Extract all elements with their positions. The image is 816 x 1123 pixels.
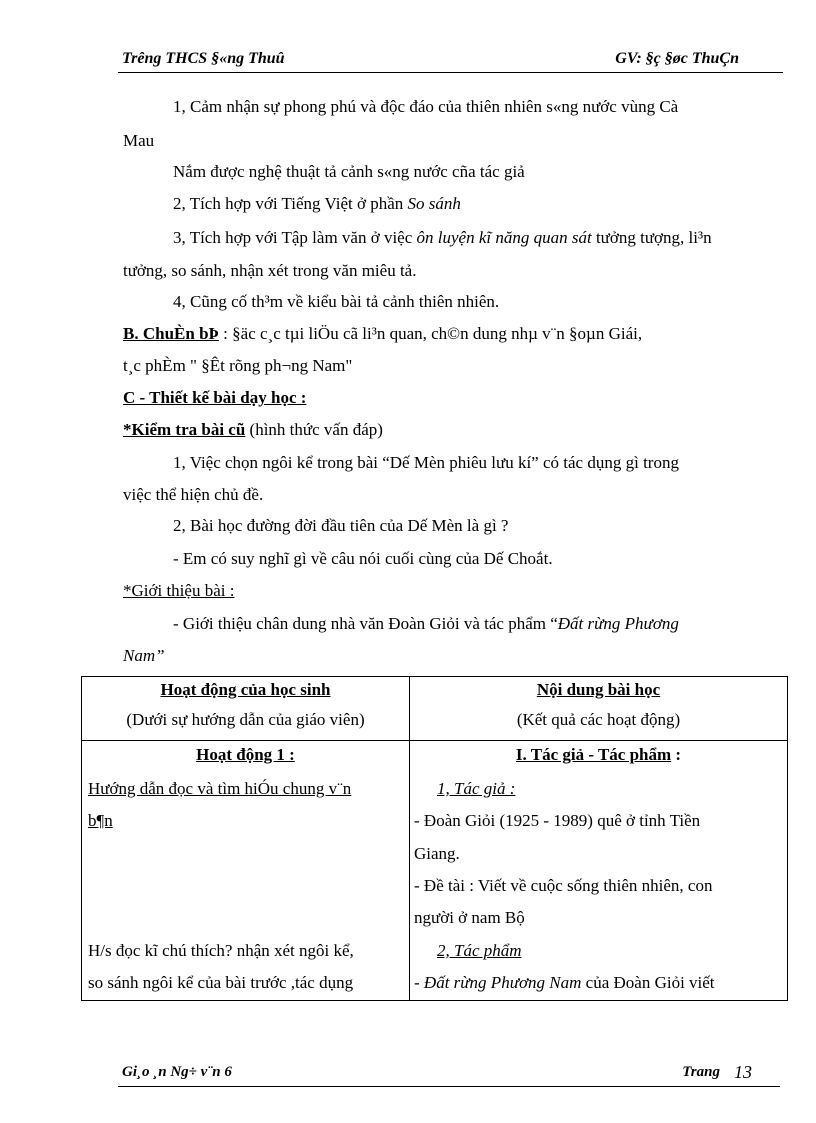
objective-3-italic: ôn luyện kĩ năng quan sát [416, 228, 592, 247]
objective-1-cont: Mau [123, 131, 155, 150]
table-content-row [82, 741, 788, 1001]
section-heading: I. Tác giả - Tác phẩm : [515, 745, 682, 764]
preparation-label: B. ChuÈn bÞ [123, 324, 219, 343]
footer-page-label: Trang [682, 1064, 720, 1080]
right-header-cell [410, 677, 788, 741]
theme-info: - Đề tài : Viết về cuộc sống thiên nhiên, con [414, 876, 713, 895]
check-question-1: 1, Việc chọn ngôi kể trong bài “Dế Mèn phiêu lưu kí” có tác dụng gì trong [173, 453, 679, 472]
table-header-row [82, 677, 788, 741]
teacher-name: GV: §ç §øc ThuÇn [615, 50, 739, 67]
objective-1: 1, Cảm nhận sự phong phú và độc đáo của thiên nhiên s«ng nước vùng Cà [173, 97, 679, 116]
footer-title: Gi¸o ¸n Ng÷ v¨n 6 [122, 1064, 232, 1080]
activity-task: H/s đọc kĩ chú thích? nhận xét ngôi kể, [88, 941, 354, 960]
left-subheader: (Dưới sự hướng dẫn của giáo viên) [126, 710, 365, 729]
check-question-2: 2, Bài học đường đời đầu tiên của Dế Mèn là gì ? [173, 516, 509, 535]
author-info: - Đoàn Giỏi (1925 - 1989) quê ở tỉnh Tiền [414, 811, 701, 830]
intro-work-title: Đất rừng Phương [557, 614, 679, 633]
author-heading: 1, Tác giả : [437, 779, 516, 798]
activity-task-cont: so sánh ngôi kể của bài trước ,tác dụng [88, 973, 354, 992]
check-heading: *Kiểm tra bài cũ (hình thức vấn đáp) [123, 420, 383, 439]
activity-heading: Hoạt động 1 : [196, 745, 295, 764]
objective-4: 4, Cũng cố th³m về kiểu bài tả cảnh thiên nhiên. [173, 292, 500, 311]
work-info: - Đất rừng Phương Nam của Đoàn Giỏi viết [414, 973, 715, 992]
author-info-cont: Giang. [414, 844, 460, 863]
theme-info-cont: người ở nam Bộ [414, 908, 525, 927]
intro-text-cont: Nam” [123, 646, 165, 665]
page-number: 13 [734, 1062, 752, 1082]
left-content-cell [82, 741, 410, 1001]
preparation-cont: t¸c phÈm " §Êt rõng ph¬ng Nam" [123, 356, 353, 375]
objective-3-cont: tưởng, so sánh, nhận xét trong văn miêu tả. [123, 261, 417, 280]
objective-1-note: Nắm được nghệ thuật tả cảnh s«ng nước cña tác giả [173, 162, 525, 181]
lesson-table [81, 676, 788, 1001]
work-heading: 2, Tác phẩm [437, 941, 522, 960]
design-heading: C - Thiết kế bài dạy học : [123, 388, 307, 407]
intro-heading: *Giới thiệu bài : [123, 581, 235, 600]
left-header: Hoạt động của học sinh [160, 680, 331, 699]
page-footer [118, 1060, 780, 1087]
preparation: B. ChuÈn bÞ : §äc c¸c tµi liÖu cã li³n quan, ch©n dung nhµ v¨n §oµn Giái, [123, 324, 643, 343]
activity-guide-cont: b¶n [88, 811, 113, 830]
objective-2: 2, Tích hợp với Tiếng Việt ở phần So sánh [173, 194, 461, 213]
check-label: *Kiểm tra bài cũ [123, 420, 246, 439]
objective-2-italic: So sánh [407, 194, 461, 213]
objective-3: 3, Tích hợp với Tập làm văn ở việc ôn luyện kĩ năng quan sát tưởng tượng, li³n [173, 228, 712, 247]
right-content-cell [410, 741, 788, 1001]
right-subheader: (Kết quả các hoạt động) [516, 710, 681, 729]
work-title: Đất rừng Phương Nam [423, 973, 582, 992]
left-header-cell [82, 677, 410, 741]
school-name: Trêng THCS §«ng Thuû [122, 50, 285, 67]
page-header [118, 48, 783, 73]
right-header: Nội dung bài học [536, 680, 661, 699]
intro-text: - Giới thiệu chân dung nhà văn Đoàn Giỏi và tác phẩm “Đất rừng Phương [173, 614, 679, 633]
check-question-1-cont: việc thể hiện chủ đề. [123, 485, 264, 504]
check-question-3: - Em có suy nghĩ gì về câu nói cuối cùng của Dế Choắt. [173, 549, 553, 568]
activity-guide: Hướng dẫn đọc và tìm hiÓu chung v¨n [88, 779, 352, 798]
